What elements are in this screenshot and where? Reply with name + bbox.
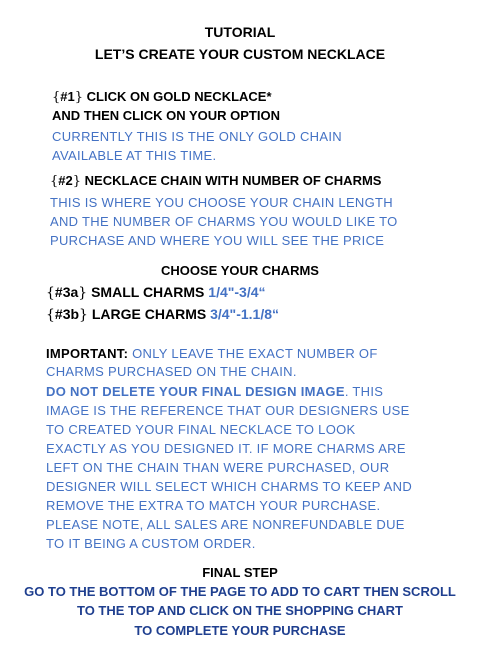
large-charms-size: 3/4"-1.1/8“ xyxy=(210,306,279,322)
important-line-4: IMAGE IS THE REFERENCE THAT OUR DESIGNERS USE xyxy=(46,403,410,418)
important-first: ONLY LEAVE THE EXACT NUMBER OF xyxy=(128,346,378,361)
small-charms-number: #3a xyxy=(54,284,79,300)
important-line-2: CHARMS PURCHASED ON THE CHAIN. xyxy=(46,364,297,379)
step2-heading: {#2} NECKLACE CHAIN WITH NUMBER OF CHARMS xyxy=(50,173,382,189)
step1-desc-2: AVAILABLE AT THIS TIME. xyxy=(52,148,217,163)
step2-number: #2 xyxy=(58,173,73,188)
step2-line1: NECKLACE CHAIN WITH NUMBER OF CHARMS xyxy=(81,173,382,188)
step2-desc-3: PURCHASE AND WHERE YOU WILL SEE THE PRICE xyxy=(50,233,385,248)
charms-heading: CHOOSE YOUR CHARMS xyxy=(161,263,319,278)
step1-desc-1: CURRENTLY THIS IS THE ONLY GOLD CHAIN xyxy=(52,129,342,144)
step1-line1: CLICK ON GOLD NECKLACE* xyxy=(83,89,272,104)
large-charms-label: LARGE CHARMS xyxy=(87,306,211,322)
step2-desc-2: AND THE NUMBER OF CHARMS YOU WOULD LIKE TO xyxy=(50,214,398,229)
final-step-line-2: TO THE TOP AND CLICK ON THE SHOPPING CHART xyxy=(77,603,403,618)
important-line-1 xyxy=(46,344,378,363)
important-bold: DO NOT DELETE YOUR FINAL DESIGN IMAGE xyxy=(46,384,345,399)
small-charms-line: {#3a} SMALL CHARMS 1/4"-3/4“ xyxy=(46,284,266,301)
step1-heading: {#1} CLICK ON GOLD NECKLACE* xyxy=(52,89,272,105)
important-label: IMPORTANT: xyxy=(46,346,129,361)
important-line-3 xyxy=(46,382,383,401)
page-subtitle: LET’S CREATE YOUR CUSTOM NECKLACE xyxy=(94,46,386,62)
important-line-3-rest: . THIS xyxy=(344,384,384,399)
page-title: TUTORIAL xyxy=(204,24,276,40)
final-step-line-1: GO TO THE BOTTOM OF THE PAGE TO ADD TO CART THEN SCROLL xyxy=(24,584,456,599)
important-line-7: LEFT ON THE CHAIN THAN WERE PURCHASED, OUR xyxy=(46,460,390,475)
important-line-10: PLEASE NOTE, ALL SALES ARE NONREFUNDABLE DUE xyxy=(46,517,405,532)
final-step-heading: FINAL STEP xyxy=(202,565,278,580)
large-charms-number: #3b xyxy=(54,306,80,322)
important-line-5: TO CREATED YOUR FINAL NECKLACE TO LOOK xyxy=(46,422,356,437)
important-line-8: DESIGNER WILL SELECT WHICH CHARMS TO KEEP AND xyxy=(46,479,413,494)
final-step-line-3: TO COMPLETE YOUR PURCHASE xyxy=(134,623,346,638)
important-line-9: REMOVE THE EXTRA TO MATCH YOUR PURCHASE. xyxy=(46,498,381,513)
large-charms-line: {#3b} LARGE CHARMS 3/4"-1.1/8“ xyxy=(46,306,279,323)
small-charms-size: 1/4"-3/4“ xyxy=(208,284,266,300)
small-charms-label: SMALL CHARMS xyxy=(87,284,209,300)
step2-desc-1: THIS IS WHERE YOU CHOOSE YOUR CHAIN LENGTH xyxy=(50,195,393,210)
important-line-6: EXACTLY AS YOU DESIGNED IT. IF MORE CHARMS ARE xyxy=(46,441,406,456)
important-line-11: TO IT BEING A CUSTOM ORDER. xyxy=(46,536,256,551)
step1-line2: AND THEN CLICK ON YOUR OPTION xyxy=(52,108,280,123)
step1-number: #1 xyxy=(60,89,75,104)
